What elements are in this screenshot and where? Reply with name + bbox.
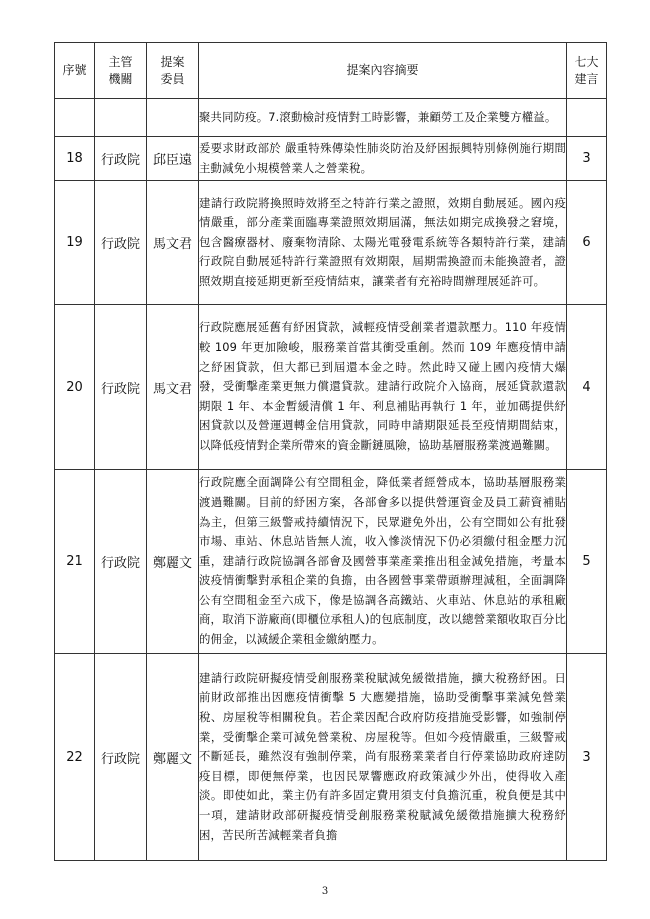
page-number: 3 (321, 886, 329, 897)
row-number: 20 (55, 305, 95, 470)
row-summary: 行政院應全面調降公有空間租金，降低業者經營成本，協助基層服務業渡過難關。目前的紓困方案，各部會多以提供營運資金及員工薪資補貼為主，但第三級警戒持續情況下，民眾避免外出，公有空間如公有批發市場、車站、休息站皆無人流，收入慘淡情況下仍必須繳付租金壓力沉重，建請行政院協調各部會及國營事業產業推出租金減免措施，考量本波疫情衝擊對承租企業的負擔，由各國營事業帶頭辦理減租，全面調降公有空間租金至六成下，像是協調各高鐵站、火車站、休息站的承租廠商，取消下游廠商(即櫃位承租人)的包底制度，改以總營業額收取百分比的佣金，以減緩企業租金繳納壓力。 (199, 470, 567, 654)
row-proposer: 邱臣遠 (147, 137, 199, 181)
row-agency: 行政院 (95, 137, 147, 181)
table-row (55, 305, 607, 470)
header-agency: 主管 機關 (95, 43, 147, 99)
row-agency: 行政院 (95, 470, 147, 654)
row-number (55, 99, 95, 137)
row-number: 21 (55, 470, 95, 654)
row-agency: 行政院 (95, 654, 147, 861)
row-summary: 聚共同防疫。7.滾動檢討疫情對工時影響，兼顧勞工及企業雙方權益。 (199, 99, 567, 137)
row-proposer: 馬文君 (147, 305, 199, 470)
row-pledge: 5 (567, 470, 607, 654)
row-summary: 建請行政院將換照時效將至之特許行業之證照，效期自動展延。國內疫情嚴重，部分產業面臨專業證照效期屆滿，無法如期完成換發之窘境，包含醫療器材、廢棄物清除、太陽光電發電系統等各類特許行業，建請行政院自動展延特許行業證照有效期限，屆期需換證而未能換證者，證照效期直接延期更新至疫情結束，讓業者有充裕時間辦理展延許可。 (199, 181, 567, 305)
row-summary: 建請行政院研擬疫情受創服務業稅賦減免緩徵措施，擴大稅務紓困。日前財政部推出因應疫情衝擊 5 大應變措施，協助受衝擊事業減免營業稅、房屋稅等相關稅負。若企業因配合政府防疫措施受影響，如強制停業，受衝擊企業可減免營業稅、房屋稅等。但如今疫情嚴重，三級警戒不斷延長，雖然沒有強制停業，尚有服務業業者自行停業協助政府達防疫目標，即便無停業，也因民眾響應政府政策減少外出，使得收入產淡。即使如此，業主仍有許多固定費用須支付負擔沉重，稅負便是其中一項，建請財政部研擬疫情受創服務業稅賦減免緩徵措施擴大稅務紓困，苦民所苦減輕業者負擔 (199, 654, 567, 861)
row-number: 19 (55, 181, 95, 305)
row-pledge: 3 (567, 654, 607, 861)
row-summary: 行政院應展延舊有紓困貸款，減輕疫情受創業者還款壓力。110 年疫情較 109 年更加險峻，服務業首當其衝受重創。然而 109 年應疫情申請之紓困貸款，但大都已到屆還本金之時。然此時又碰上國內疫情大爆發，受衝擊產業更無力償還貸款。建請行政院介入協商，展延貸款還款期限 1 年、本金暫緩清償 1 年、利息補貼再執行 1 年，並加碼提供紓困貸款以及營運週轉金信用貸款，同時申請期限延長至疫情期間結束，以降低疫情對企業所帶來的資金斷鏈風險，協助基層服務業渡過難關。 (199, 305, 567, 470)
row-proposer (147, 99, 199, 137)
row-pledge: 4 (567, 305, 607, 470)
header-pledge: 七大 建言 (567, 43, 607, 99)
row-agency (95, 99, 147, 137)
header-summary: 提案內容摘要 (199, 43, 567, 99)
table-row (55, 137, 607, 181)
table-row (55, 99, 607, 137)
row-proposer: 鄭麗文 (147, 470, 199, 654)
row-agency: 行政院 (95, 305, 147, 470)
row-agency: 行政院 (95, 181, 147, 305)
header-proposer: 提案 委員 (147, 43, 199, 99)
row-pledge (567, 99, 607, 137)
row-number: 18 (55, 137, 95, 181)
table-row (55, 470, 607, 654)
row-proposer: 馬文君 (147, 181, 199, 305)
table-row (55, 654, 607, 861)
header-index: 序號 (55, 43, 95, 99)
row-pledge: 6 (567, 181, 607, 305)
proposal-table (54, 42, 607, 861)
row-summary: 爰要求財政部於 嚴重特殊傳染性肺炎防治及紓困振興特別條例施行期間主動減免小規模營業人之營業稅。 (199, 137, 567, 181)
row-number: 22 (55, 654, 95, 861)
table-row (55, 181, 607, 305)
row-proposer: 鄭麗文 (147, 654, 199, 861)
header-row (55, 43, 607, 99)
row-pledge: 3 (567, 137, 607, 181)
